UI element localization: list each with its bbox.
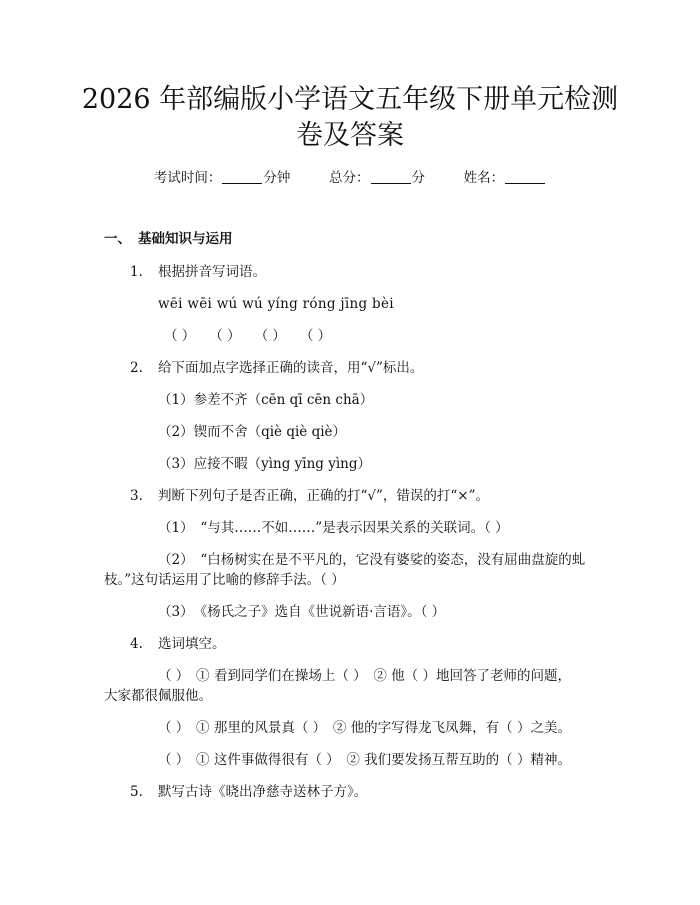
section-title: 基础知识与运用 (138, 231, 233, 247)
question-text: 默写古诗《晓出净慈寺送林子方》。 (158, 784, 368, 800)
question-5 (130, 782, 367, 802)
answer-blank: （ ） (254, 328, 286, 344)
question-text: 判断下列句子是否正确，正确的打“√”，错误的打“×”。 (158, 488, 490, 504)
time-blank (222, 169, 262, 184)
question-text: 给下面加点字选择正确的读音，用“√”标出。 (158, 360, 424, 376)
q3-item-1: （1） “与其……不如……”是表示因果关系的关联词。（ ） (158, 520, 509, 536)
document-title-line-1: 2026 年部编版小学语文五年级下册单元检测 (81, 84, 619, 115)
q2-item-1: （1）参差不齐（cēn qī cēn chā） (158, 392, 374, 408)
q2-item-2: （2）锲而不舍（qiè qiè qiè） (158, 424, 347, 440)
question-number: 1. (130, 264, 143, 280)
time-unit: 分钟 (263, 170, 291, 186)
q3-item-2-line-1: （2） “白杨树实在是不平凡的，它没有婆娑的姿态，没有屈曲盘旋的虬 (158, 552, 586, 568)
question-number: 5. (130, 784, 143, 800)
question-number: 4. (130, 636, 143, 652)
question-3 (130, 486, 489, 506)
score-unit: 分 (411, 170, 425, 186)
q4-row-1-line-2: 大家都很佩服他。 (104, 688, 212, 704)
exam-info-line (0, 168, 700, 188)
question-2 (130, 358, 423, 378)
name-blank (505, 169, 545, 184)
answer-blanks-row (164, 326, 345, 346)
section-heading (104, 229, 233, 249)
question-4 (130, 634, 226, 654)
q4-row-2: （ ） ① 那里的风景真（ ） ② 他的字写得龙飞凤舞，有（ ）之美。 (158, 720, 571, 736)
q2-item-3: （3）应接不暇（yìng yīng yìng） (158, 456, 372, 472)
q4-row-3: （ ） ① 这件事做得很有（ ） ② 我们要发扬互帮互助的（ ）精神。 (158, 752, 571, 768)
pinyin-line: wēi wēi wú wú yíng róng jīng bèi (158, 296, 394, 312)
q3-item-2-line-2: 枝。”这句话运用了比喻的修辞手法。（ ） (104, 572, 345, 588)
question-text: 根据拼音写词语。 (158, 264, 266, 280)
answer-blank: （ ） (209, 328, 241, 344)
question-number: 3. (130, 488, 143, 504)
q4-row-1-line-1: （ ） ① 看到同学们在操场上（ ） ② 他（ ）地回答了老师的问题， (158, 668, 571, 684)
section-number: 一、 (104, 231, 131, 247)
answer-blank: （ ） (299, 328, 332, 344)
question-text: 选词填空。 (158, 636, 226, 652)
name-label: 姓名： (463, 170, 505, 186)
score-blank (371, 169, 411, 184)
time-label: 考试时间： (153, 170, 222, 186)
answer-blank: （ ） (164, 328, 196, 344)
document-title-line-2: 卷及答案 (296, 120, 404, 151)
q3-item-3: （3） 《杨氏之子》选自《世说新语·言语》。（ ） (158, 604, 446, 620)
question-1 (130, 262, 266, 282)
question-number: 2. (130, 360, 143, 376)
score-label: 总分： (329, 170, 370, 186)
